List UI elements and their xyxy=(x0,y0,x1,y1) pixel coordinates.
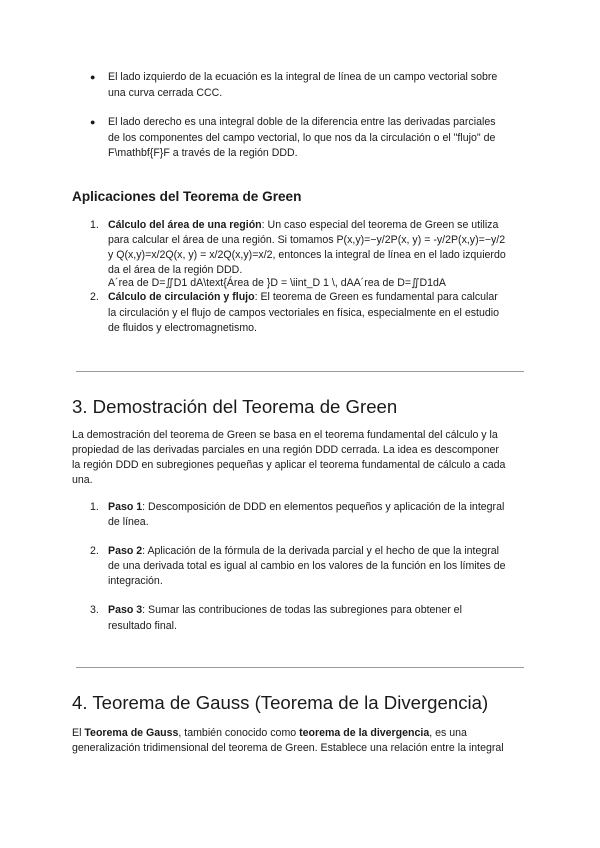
list-item-line: la circulación y el flujo de campos vectoriales en física, especialmente en el estudio xyxy=(108,307,499,319)
paragraph-text: El xyxy=(72,727,85,739)
step-text: : Sumar las contribuciones de todas las subregiones para obtener el xyxy=(142,604,462,616)
paragraph-text: , es una xyxy=(429,727,467,739)
bullet-line: una curva cerrada CCC. xyxy=(108,87,223,99)
step-line: de una derivada total es igual al cambio en los valores de la función en los límites de xyxy=(108,560,506,572)
list-item-text: : El teorema de Green es fundamental para calcular xyxy=(254,291,498,303)
paragraph-line: generalización tridimensional del teorema de Green. Establece una relación entre la integral xyxy=(72,742,504,754)
bullet-line: de los componentes del campo vectorial, lo que nos da la circulación o el "flujo" de xyxy=(108,132,496,144)
list-number: 2. xyxy=(90,545,99,557)
list-item-text: : Un caso especial del teorema de Green se utiliza xyxy=(261,219,499,231)
bullet-dot: ● xyxy=(90,117,96,127)
step-first-line xyxy=(108,500,504,515)
paragraph-line: propiedad de las derivadas parciales en una región DDD cerrada. La idea es descomponer xyxy=(72,444,499,456)
list-item-bold: Cálculo del área de una región xyxy=(108,219,262,231)
bullet-line: F\mathbf{F}F a través de la región DDD. xyxy=(108,147,298,159)
section-3-heading: 3. Demostración del Teorema de Green xyxy=(72,396,398,417)
list-item-line: para calcular el área de una región. Si tomamos P(x,y)=−y/2P(x, y) = -y/2P(x,y)=−y/2 xyxy=(108,234,506,246)
paragraph-line: una. xyxy=(72,474,93,486)
step-bold: Paso 3 xyxy=(108,604,143,616)
list-item-first-line xyxy=(108,290,498,305)
list-item-bold: Cálculo de circulación y flujo xyxy=(108,291,255,303)
list-number: 1. xyxy=(90,219,99,231)
area-formula: A´rea de D=∬D1 dA\text{Área de }D = \iint_D 1 \, dAA´rea de D=∬D1dA xyxy=(108,277,446,289)
step-text: : Aplicación de la fórmula de la derivada parcial y el hecho de que la integral xyxy=(142,545,500,557)
list-item-line: da el área de la región DDD. xyxy=(108,264,243,276)
bullet-line: El lado derecho es una integral doble de la diferencia entre las derivadas parciales xyxy=(108,116,496,128)
list-item-line: y Q(x,y)=x/2Q(x, y) = x/2Q(x,y)=x/2, entonces la integral de línea en el lado izquierdo xyxy=(108,249,506,261)
step-first-line xyxy=(108,603,462,618)
list-item-line: de fluidos y electromagnetismo. xyxy=(108,322,257,334)
list-number: 3. xyxy=(90,604,99,616)
divider xyxy=(76,667,524,668)
step-bold: Paso 1 xyxy=(108,501,143,513)
list-number: 1. xyxy=(90,501,99,513)
step-bold: Paso 2 xyxy=(108,545,143,557)
step-line: integración. xyxy=(108,575,163,587)
step-line: resultado final. xyxy=(108,620,177,632)
paragraph-text: , también conocido como xyxy=(178,727,300,739)
list-number: 2. xyxy=(90,291,99,303)
bullet-line: El lado izquierdo de la ecuación es la integral de línea de un campo vectorial sobre xyxy=(108,71,498,83)
paragraph-line: La demostración del teorema de Green se basa en el teorema fundamental del cálculo y la xyxy=(72,429,498,441)
paragraph-bold: teorema de la divergencia xyxy=(299,727,430,739)
paragraph-line xyxy=(72,726,467,741)
step-text: : Descomposición de DDD en elementos pequeños y aplicación de la integral xyxy=(142,501,505,513)
paragraph-line: la región DDD en subregiones pequeñas y aplicar el teorema fundamental de cálculo a cada xyxy=(72,459,506,471)
applications-heading: Aplicaciones del Teorema de Green xyxy=(72,189,302,204)
step-line: de línea. xyxy=(108,516,149,528)
list-item-first-line xyxy=(108,218,498,233)
paragraph-bold: Teorema de Gauss xyxy=(84,727,179,739)
step-first-line xyxy=(108,544,499,559)
divider xyxy=(76,371,524,372)
bullet-dot: ● xyxy=(90,72,96,82)
section-4-heading: 4. Teorema de Gauss (Teorema de la Divergencia) xyxy=(72,692,489,713)
